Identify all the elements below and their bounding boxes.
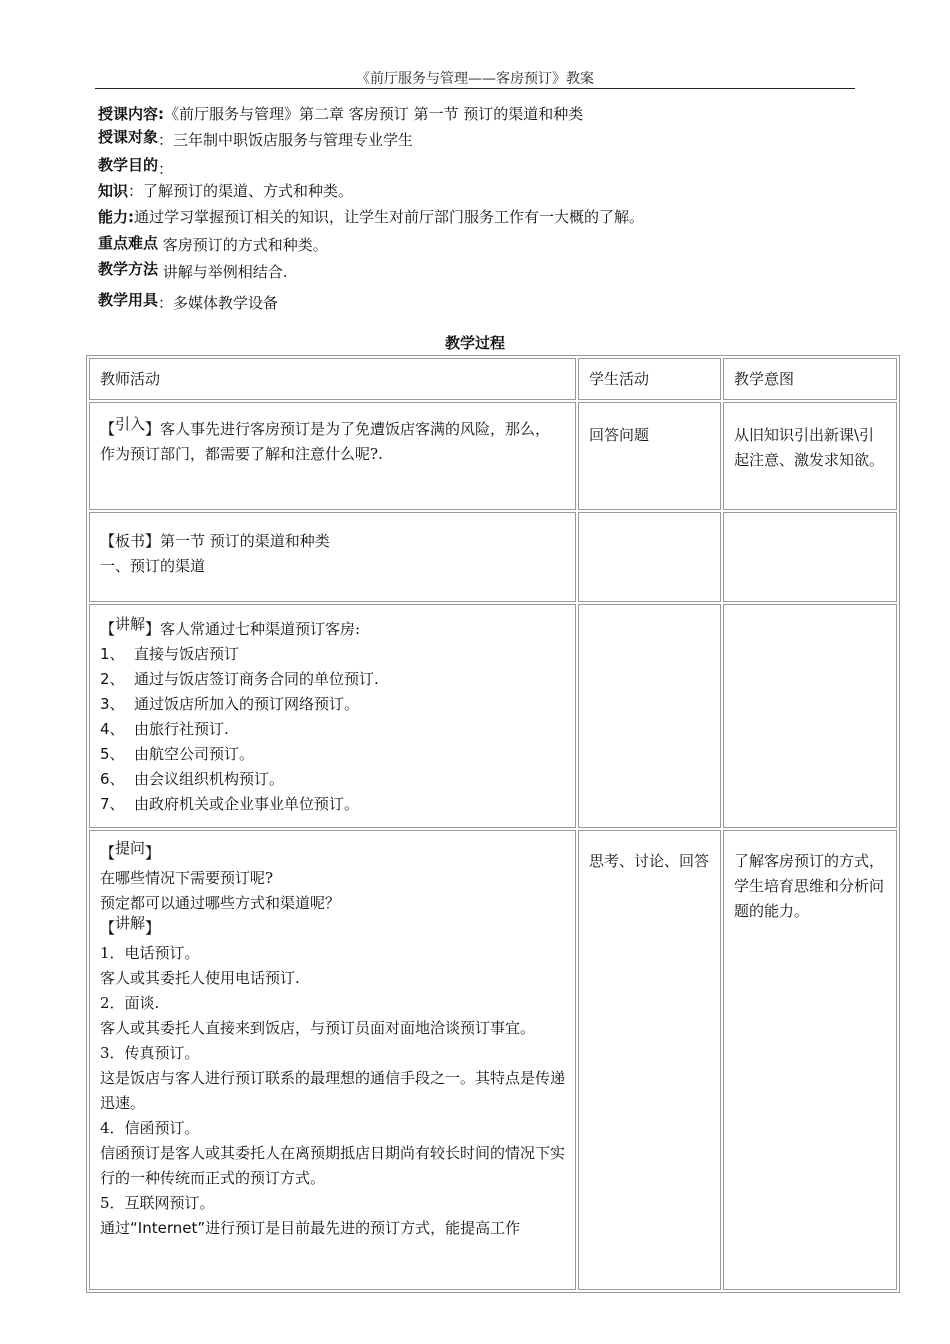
table-header-row [89, 358, 897, 400]
intent-cell: 了解客房预订的方式，学生培育思维和分析问题的能力。 [723, 830, 897, 1290]
student-cell: 思考、讨论、回答 [578, 830, 721, 1290]
method-value: 讲解与举例相结合. [162, 263, 288, 281]
tag-explain: 【讲解】 [100, 615, 161, 638]
ability-label: 能力: [98, 208, 134, 226]
method-1-text: 客人或其委托人使用电话预订. [100, 969, 300, 987]
teacher-cell [89, 604, 576, 828]
key-label: 重点难点 [98, 234, 159, 252]
key-value: 客房预订的方式和种类。 [162, 236, 328, 254]
ability-value: 通过学习掌握预订相关的知识，让学生对前厅部门服务工作有一大概的了解。 [134, 208, 645, 226]
list-item: 3、 通过饭店所加入的预订网络预订。 [100, 695, 360, 713]
table-row [89, 830, 897, 1290]
list-item: 5、 由航空公司预订。 [100, 745, 255, 763]
content-value: 《前厅服务与管理》第二章 客房预订 第一节 预订的渠道和种类 [164, 105, 584, 123]
meta-key [98, 233, 858, 253]
method-3-text: 这是饭店与客人进行预订联系的最理想的通信手段之一。其特点是传递迅速。 [100, 1069, 566, 1112]
goal-suffix: ： [158, 160, 174, 178]
method-1-title: 1．电话预订。 [100, 944, 200, 962]
meta-method [98, 259, 858, 279]
method-4-text: 信函预订是客人或其委托人在离预期抵店日期尚有较长时间的情况下实行的一种传统而正式的预订方式。 [100, 1144, 566, 1187]
tag-question: 【提问】 [100, 839, 161, 862]
method-2-title: 2．面谈. [100, 994, 160, 1012]
list-item: 2、 通过与饭店签订商务合同的单位预订. [100, 670, 379, 688]
meta-audience [98, 130, 858, 150]
knowledge-label: 知识 [98, 182, 129, 200]
audience-label: 授课对象 [98, 128, 159, 146]
header-rule [95, 88, 855, 89]
goal-label: 教学目的 [98, 156, 159, 174]
audience-value: ：三年制中职饭店服务与管理专业学生 [158, 131, 414, 149]
list-item: 4、 由旅行社预订. [100, 720, 229, 738]
board-line-2: 一、预订的渠道 [100, 557, 206, 575]
knowledge-value: ：了解预订的渠道、方式和种类。 [128, 182, 354, 200]
method-5-title: 5．互联网预订。 [100, 1194, 215, 1212]
page-header: 《前厅服务与管理——客房预订》教案 [356, 71, 594, 87]
tag-explain-2: 【讲解】 [100, 914, 161, 937]
tools-label: 教学用具 [98, 291, 159, 309]
meta-tools [98, 293, 858, 313]
teacher-cell [89, 402, 576, 510]
teacher-cell [89, 512, 576, 602]
method-label: 教学方法 [98, 260, 159, 278]
intent-cell: 从旧知识引出新课\引起注意、激发求知欲。 [723, 402, 897, 510]
intro-text: 客人事先进行客房预订是为了免遭饭店客满的风险，那么，作为预订部门，都需要了解和注意什么呢?. [100, 420, 551, 463]
list-item: 1、 直接与饭店预订 [100, 645, 240, 663]
list-item: 7、 由政府机关或企业事业单位预订。 [100, 795, 360, 813]
content-label: 授课内容: [98, 105, 164, 123]
table-row [89, 604, 897, 828]
method-3-title: 3．传真预订。 [100, 1044, 200, 1062]
method-4-title: 4．信函预订。 [100, 1119, 200, 1137]
meta-goal [98, 155, 858, 178]
method-2-text: 客人或其委托人直接来到饭店，与预订员面对面地洽谈预订事宜。 [100, 1019, 536, 1037]
teaching-process-table [86, 355, 900, 1293]
meta-ability [98, 207, 858, 227]
method-5-text: 通过“Internet”进行预订是目前最先进的预订方式，能提高工作 [100, 1219, 521, 1237]
student-cell: 回答问题 [578, 402, 721, 510]
intent-cell [723, 512, 897, 602]
meta-knowledge [98, 181, 858, 201]
channel-list [100, 642, 565, 817]
question-1: 在哪些情况下需要预订呢? [100, 869, 274, 887]
col-intent-header: 教学意图 [723, 358, 897, 400]
intent-cell [723, 604, 897, 828]
table-row [89, 512, 897, 602]
list-item: 6、 由会议组织机构预订。 [100, 770, 285, 788]
col-teacher-header: 教师活动 [89, 358, 576, 400]
question-2: 预定都可以通过哪些方式和渠道呢？ [100, 894, 341, 912]
teacher-cell [89, 830, 576, 1290]
table-row [89, 402, 897, 510]
student-cell [578, 604, 721, 828]
process-title: 教学过程 [444, 334, 505, 352]
tools-value: ：多媒体教学设备 [158, 294, 279, 312]
board-line-1: 【板书】第一节 预订的渠道和种类 [100, 532, 330, 550]
tag-intro: 【引入】 [100, 415, 161, 438]
channels-intro: 客人常通过七种渠道预订客房: [160, 620, 361, 638]
meta-content [98, 104, 858, 124]
col-student-header: 学生活动 [578, 358, 721, 400]
student-cell [578, 512, 721, 602]
